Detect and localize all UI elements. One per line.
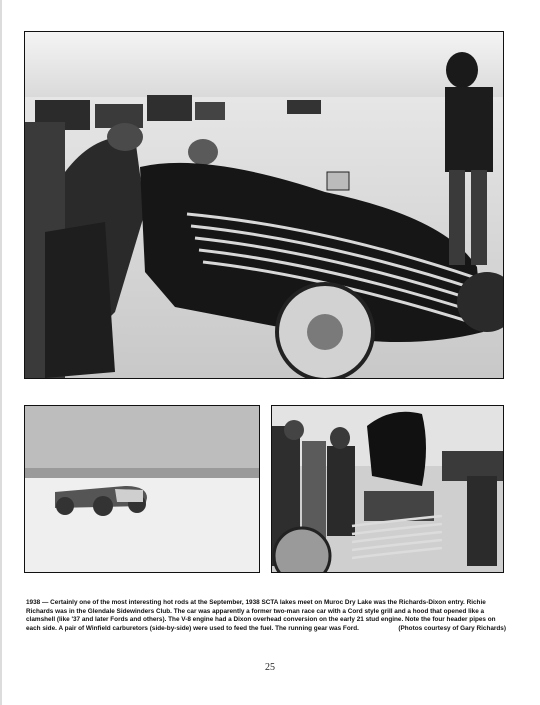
main-photo (24, 31, 504, 379)
engine-photo (271, 405, 504, 573)
lakebed-photo (24, 405, 260, 573)
photo-credit: (Photos courtesy of Gary Richards) (398, 624, 506, 632)
photo-caption (26, 599, 506, 633)
page-edge (0, 0, 2, 705)
page-number: 25 (265, 662, 275, 673)
caption-text: 1938 — Certainly one of the most interesting hot rods at the September, 1938 SCTA lakes meet on Muroc Dry Lake was the Richards-Dixon entry. Richie Richards was in the Glendale Sidewinders Club. The car was apparently a former two-man race car with a Cord style grill and a hood that opened like a clamshell (like '37 and later Fords and others). The V-8 engine had a Dixon overhead conversion on the early 21 stud engine. Note the four header pipes on each side. A pair of Winfield carburetors (side-by-side) were used to feed the fuel. The running gear was Ford. (26, 599, 496, 632)
